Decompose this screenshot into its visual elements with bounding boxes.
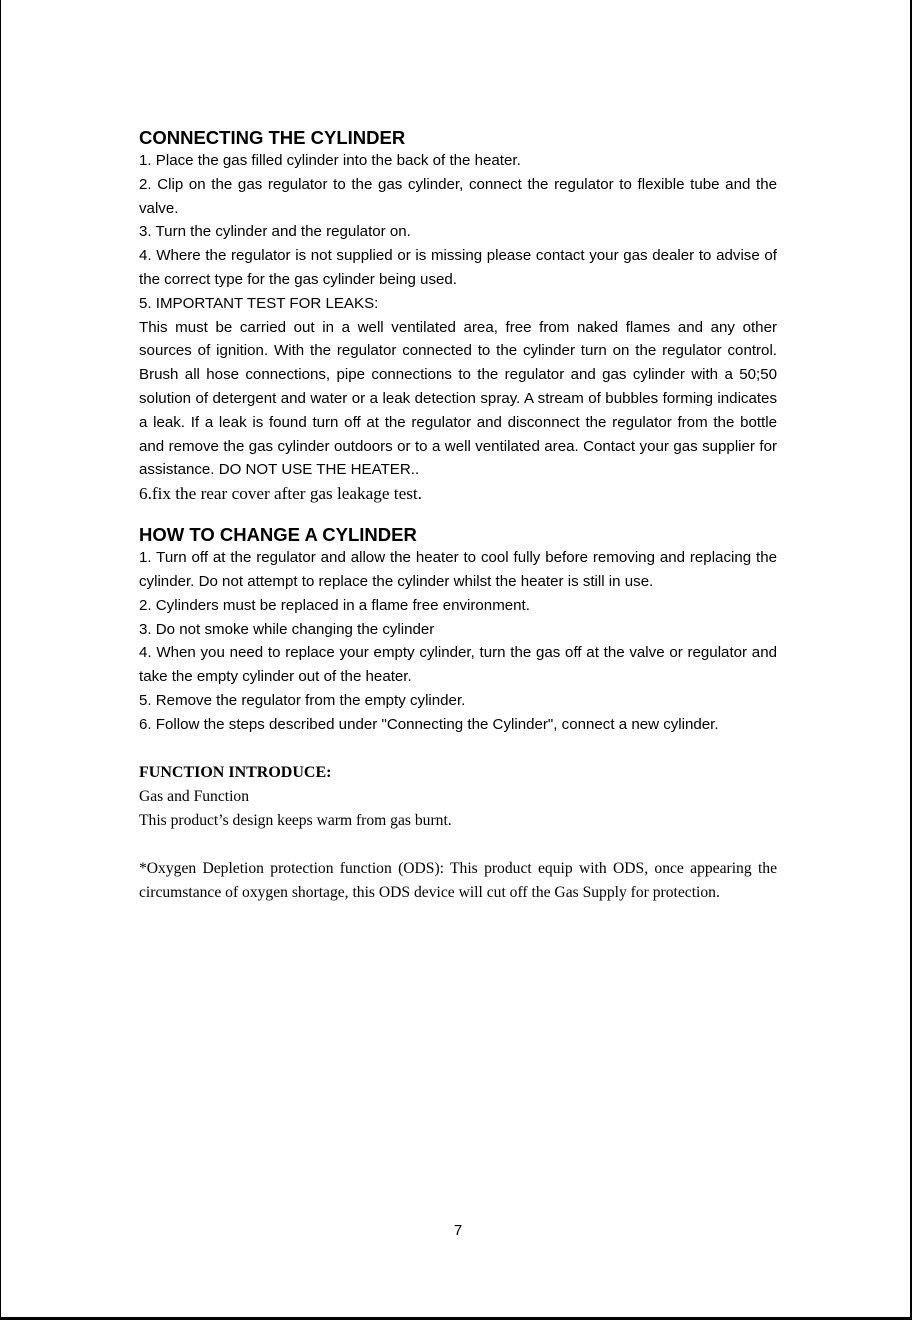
change-step-4: 4. When you need to replace your empty cylinder, turn the gas off at the valve or regulator and take the empty cylinder out of the heater. <box>139 644 777 686</box>
change-step-6: 6. Follow the steps described under "Connecting the Cylinder", connect a new cylinder. <box>139 715 719 733</box>
leak-test-paragraph: This must be carried out in a well ventilated area, free from naked flames and any other sources of ignition. With the regulator connected to the cylinder turn on the regulator control. Brush all hose connections, pipe connections to the regulator and gas cylinder with a 50;50 solution of detergent and water or a leak detection spray. A stream of bubbles forming indicates a leak. If a leak is found turn off at the regulator and disconnect the regulator from the bottle and remove the gas cylinder outdoors or to a well ventilated area. Contact your gas supplier for assistance. DO NOT USE THE HEATER.. <box>139 318 777 479</box>
ods-description: *Oxygen Depletion protection function (ODS): This product equip with ODS, once appearing the circumstance of oxygen shortage, this ODS device will cut off the Gas Supply for protection. <box>139 859 777 901</box>
rear-cover-note: 6.fix the rear cover after gas leakage test. <box>139 484 422 504</box>
change-step-1: 1. Turn off at the regulator and allow the heater to cool fully before removing and replacing the cylinder. Do not attempt to replace the cylinder whilst the heater is still in use. <box>139 549 777 590</box>
connecting-step-5: 5. IMPORTANT TEST FOR LEAKS: <box>139 294 379 312</box>
function-description: This product’s design keeps warm from gas burnt. <box>139 811 452 829</box>
connecting-step-1: 1. Place the gas filled cylinder into the back of the heater. <box>139 152 521 169</box>
page-content <box>139 127 777 905</box>
change-cylinder-section <box>139 524 777 736</box>
change-cylinder-heading: HOW TO CHANGE A CYLINDER <box>139 524 417 546</box>
function-introduce-heading: FUNCTION INTRODUCE: <box>139 763 332 781</box>
page-number: 7 <box>453 1222 463 1239</box>
change-step-2: 2. Cylinders must be replaced in a flame free environment. <box>139 596 530 614</box>
connecting-cylinder-section <box>139 127 777 506</box>
connecting-step-3: 3. Turn the cylinder and the regulator on. <box>139 223 411 241</box>
change-step-3: 3. Do not smoke while changing the cylinder <box>139 620 435 638</box>
change-step-5: 5. Remove the regulator from the empty cylinder. <box>139 691 466 709</box>
connecting-step-4: 4. Where the regulator is not supplied or is missing please contact your gas dealer to advise of the correct type for the gas cylinder being used. <box>139 247 777 288</box>
function-introduce-section <box>139 761 777 905</box>
gas-function-subheading: Gas and Function <box>139 787 250 805</box>
connecting-step-2: 2. Clip on the gas regulator to the gas cylinder, connect the regulator to flexible tube and the valve. <box>139 175 777 217</box>
connecting-cylinder-heading: CONNECTING THE CYLINDER <box>139 127 406 148</box>
